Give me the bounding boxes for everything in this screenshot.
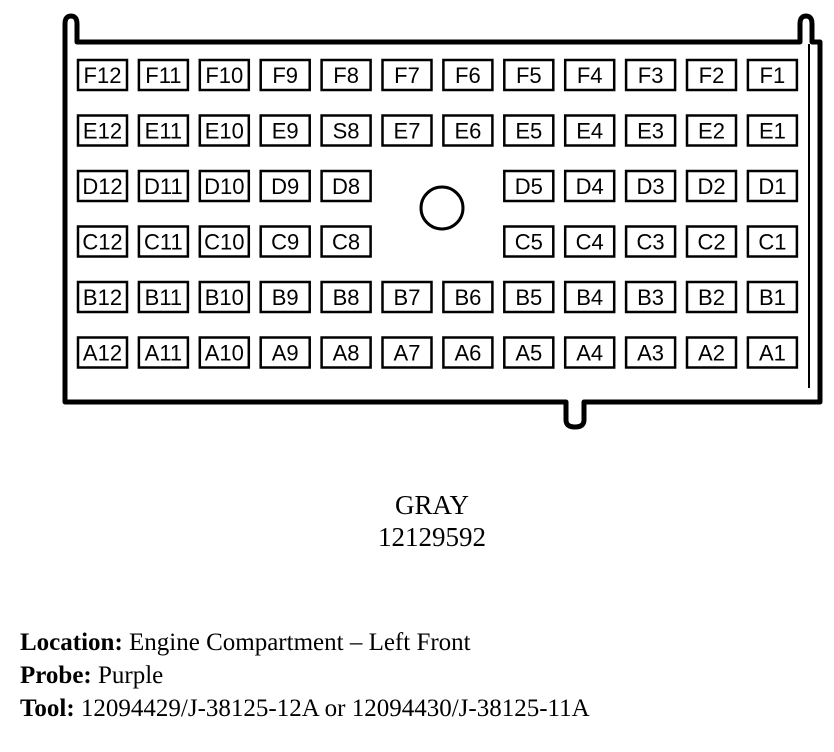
pin-label: E6: [454, 118, 482, 144]
location-line: [20, 628, 471, 658]
pin-label: E5: [515, 118, 543, 144]
pin-cavity-a9: [261, 338, 310, 368]
pin-cavity-a6: [443, 338, 492, 368]
pin-cavity-d2: [687, 171, 736, 201]
pin-label: E4: [576, 118, 604, 144]
pin-cavity-f3: [626, 60, 675, 90]
pin-cavity-d12: [78, 171, 127, 201]
pin-cavity-c5: [504, 227, 553, 257]
pin-label: D8: [332, 174, 361, 199]
pin-label: C8: [332, 229, 361, 255]
pin-cavity-e11: [139, 116, 188, 146]
pin-cavity-e9: [261, 116, 310, 146]
pin-cavity-f6: [443, 60, 492, 90]
pin-label: B12: [82, 285, 123, 310]
pin-cavity-a8: [322, 338, 371, 368]
pin-label: F1: [759, 63, 786, 88]
pin-cavity-b6: [443, 282, 492, 312]
pin-label: A11: [144, 340, 183, 366]
pin-cavity-e1: [748, 116, 797, 146]
pin-label: F4: [576, 63, 603, 88]
pin-cavity-a11: [139, 338, 188, 368]
pin-cavity-c3: [626, 227, 675, 257]
pin-label: B4: [576, 285, 604, 310]
pin-cavity-e3: [626, 116, 675, 146]
pin-cavity-f8: [322, 60, 371, 90]
pin-cavity-c4: [565, 227, 614, 257]
pin-cavity-f12: [78, 60, 127, 90]
pin-cavity-f11: [139, 60, 188, 90]
pin-cavity-f5: [504, 60, 553, 90]
pin-label: F5: [515, 63, 542, 88]
pin-label: A1: [758, 340, 786, 366]
pin-label: E10: [204, 118, 244, 144]
pin-label: F10: [205, 63, 244, 88]
pin-label: D4: [575, 174, 604, 199]
pin-label: B2: [698, 285, 725, 310]
pin-label: F12: [83, 63, 122, 88]
connector-part-number: 12129592: [378, 522, 486, 552]
location-value: Engine Compartment – Left Front: [129, 629, 471, 656]
pin-label: C10: [204, 229, 245, 255]
pin-cavity-s8: [322, 116, 371, 146]
pin-label: A8: [332, 340, 360, 366]
pin-cavity-e7: [383, 116, 432, 146]
pin-label: C4: [575, 229, 604, 255]
pin-label: C12: [82, 229, 123, 255]
pin-label: D5: [514, 174, 543, 199]
pin-label: A3: [637, 340, 665, 366]
pin-label: B9: [271, 285, 299, 310]
pin-label: A6: [454, 340, 482, 366]
pin-cavity-d1: [748, 171, 797, 201]
pin-cavity-b12: [78, 282, 127, 312]
pin-cavity-a12: [78, 338, 127, 368]
pin-label: E11: [144, 118, 183, 144]
pin-label: E1: [758, 118, 786, 144]
pin-cavity-d11: [139, 171, 188, 201]
pin-label: A2: [698, 340, 725, 366]
pin-label: D11: [144, 174, 183, 199]
pin-label: C1: [758, 229, 787, 255]
pin-cavity-f2: [687, 60, 736, 90]
pin-label: E2: [698, 118, 725, 144]
pin-cavity-a5: [504, 338, 553, 368]
pin-cavity-d4: [565, 171, 614, 201]
pin-label: D3: [636, 174, 665, 199]
pin-cavity-f7: [383, 60, 432, 90]
pin-cavity-a7: [383, 338, 432, 368]
pin-cavity-e10: [200, 116, 249, 146]
pin-cavity-c12: [78, 227, 127, 257]
pin-label: C3: [636, 229, 665, 255]
pin-cavity-a1: [748, 338, 797, 368]
pin-label: A9: [271, 340, 299, 366]
pin-cavity-b1: [748, 282, 797, 312]
pin-cavity-b3: [626, 282, 675, 312]
pin-label: E12: [82, 118, 123, 144]
pin-cavity-e4: [565, 116, 614, 146]
pin-label: B6: [454, 285, 482, 310]
pin-cavity-c2: [687, 227, 736, 257]
pin-label: F6: [455, 63, 481, 88]
pin-cavity-a3: [626, 338, 675, 368]
pin-cavity-d8: [322, 171, 371, 201]
location-label: Location:: [20, 629, 123, 656]
pin-cavity-c10: [200, 227, 249, 257]
pin-cavity-e6: [443, 116, 492, 146]
pin-label: A10: [204, 340, 244, 366]
pin-cavity-b11: [139, 282, 188, 312]
tool-line: [20, 694, 590, 724]
pin-label: S8: [332, 118, 360, 144]
pin-label: A12: [82, 340, 123, 366]
pin-cavity-a4: [565, 338, 614, 368]
pin-label: F8: [333, 63, 359, 88]
pin-cavity-c11: [139, 227, 188, 257]
pin-label: B10: [204, 285, 244, 310]
connector-color-caption: GRAY: [394, 490, 470, 520]
pin-cavity-b4: [565, 282, 614, 312]
pin-cavity-f10: [200, 60, 249, 90]
pin-cavity-d3: [626, 171, 675, 201]
pin-cavity-b10: [200, 282, 249, 312]
pin-label: A4: [576, 340, 604, 366]
pin-label: F2: [698, 63, 725, 88]
pin-label: E9: [271, 118, 299, 144]
pin-grid: [78, 60, 797, 368]
pin-label: B1: [758, 285, 786, 310]
pin-cavity-b7: [383, 282, 432, 312]
pin-cavity-c1: [748, 227, 797, 257]
pin-cavity-d5: [504, 171, 553, 201]
pin-label: D10: [204, 174, 245, 199]
center-alignment-hole: [421, 187, 463, 229]
pin-label: A5: [515, 340, 543, 366]
tool-label: Tool:: [20, 695, 75, 722]
pin-cavity-a2: [687, 338, 736, 368]
pin-cavity-d9: [261, 171, 310, 201]
pin-cavity-f1: [748, 60, 797, 90]
pin-label: B8: [332, 285, 360, 310]
pin-cavity-e2: [687, 116, 736, 146]
pin-cavity-b2: [687, 282, 736, 312]
pin-label: F7: [394, 63, 420, 88]
pin-label: D12: [82, 174, 123, 199]
pin-label: B5: [515, 285, 543, 310]
pin-cavity-a10: [200, 338, 249, 368]
probe-line: [20, 661, 163, 691]
pin-label: F11: [145, 63, 182, 88]
pin-cavity-c8: [322, 227, 371, 257]
pin-cavity-e12: [78, 116, 127, 146]
pin-cavity-d10: [200, 171, 249, 201]
pin-cavity-f9: [261, 60, 310, 90]
pin-label: E7: [393, 118, 421, 144]
tool-value: 12094429/J-38125-12A or 12094430/J-38125-11A: [80, 695, 590, 722]
pin-label: C9: [271, 229, 300, 255]
pin-label: F3: [637, 63, 664, 88]
pin-label: B11: [144, 285, 183, 310]
pin-label: E3: [637, 118, 665, 144]
pin-cavity-b9: [261, 282, 310, 312]
pin-label: C11: [144, 229, 183, 255]
pin-cavity-e5: [504, 116, 553, 146]
pin-label: F9: [272, 63, 299, 88]
pin-label: D1: [758, 174, 787, 199]
pin-label: D9: [271, 174, 300, 199]
probe-label: Probe:: [20, 662, 92, 689]
pin-label: A7: [393, 340, 421, 366]
pin-cavity-c9: [261, 227, 310, 257]
pin-label: D2: [697, 174, 726, 199]
pin-label: B7: [393, 285, 421, 310]
pin-label: C2: [697, 229, 726, 255]
probe-value: Purple: [98, 662, 164, 689]
pin-label: C5: [514, 229, 543, 255]
pin-cavity-b5: [504, 282, 553, 312]
pin-label: B3: [637, 285, 665, 310]
pin-cavity-b8: [322, 282, 371, 312]
pin-cavity-f4: [565, 60, 614, 90]
